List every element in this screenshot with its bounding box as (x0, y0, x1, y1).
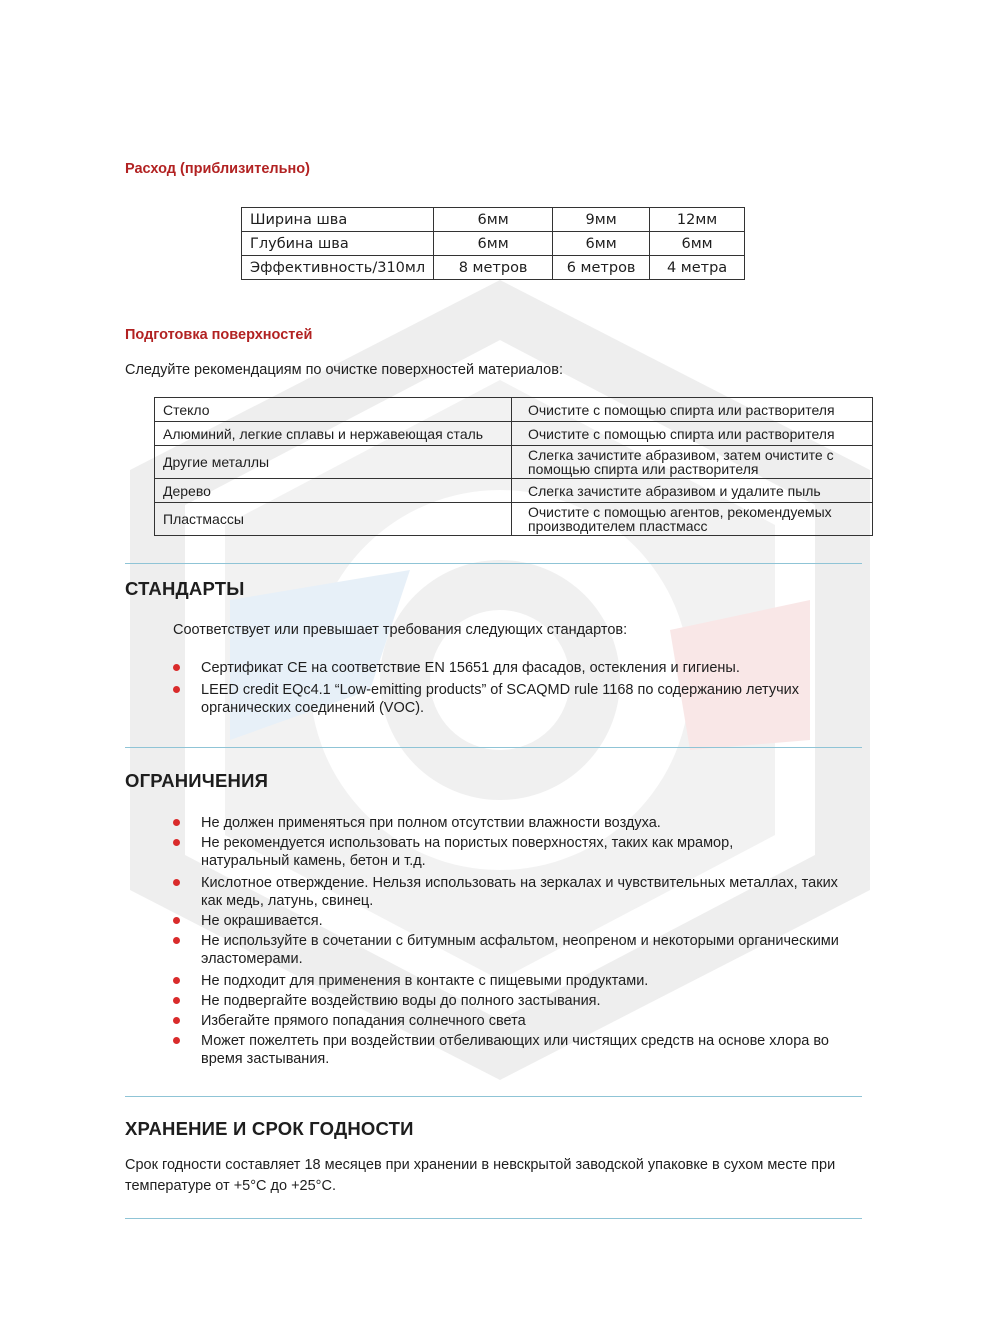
table-row (155, 503, 873, 536)
table-cell: Алюминий, легкие сплавы и нержавеющая сталь (155, 422, 512, 446)
table-cell: 6 метров (553, 256, 650, 280)
standards-list (173, 659, 853, 717)
storage-text: Срок годности составляет 18 месяцев при хранении в невскрытой заводской упаковке в сухом месте при температуре от +5°С до +25°С. (125, 1157, 836, 1194)
list-item: LEED credit EQc4.1 “Low-emitting products” of SCAQMD rule 1168 по содержанию летучих органических соединений (VOC). (173, 681, 853, 717)
consumption-table (241, 207, 745, 280)
table-row (155, 446, 873, 479)
section-divider (125, 747, 862, 748)
table-cell: Слегка зачистите абразивом, затем очистите с помощью спирта или растворителя (512, 446, 873, 479)
bullet-icon (173, 686, 180, 693)
table-cell: 9мм (553, 208, 650, 232)
table-cell: Очистите с помощью агентов, рекомендуемых производителем пластмасс (512, 503, 873, 536)
bullet-icon (173, 879, 180, 886)
list-item: Кислотное отверждение. Нельзя использовать на зеркалах и чувствительных металлах, таких как медь, латунь, свинец. (173, 874, 873, 910)
storage-heading: ХРАНЕНИЕ И СРОК ГОДНОСТИ (125, 1118, 414, 1139)
table-cell: Дерево (155, 479, 512, 503)
bullet-icon (173, 937, 180, 944)
bullet-icon (173, 917, 180, 924)
standards-heading: СТАНДАРТЫ (125, 578, 245, 599)
table-cell: Ширина шва (242, 208, 434, 232)
list-item: Сертификат CE на соответствие EN 15651 для фасадов, остекления и гигиены. (173, 659, 853, 677)
bullet-icon (173, 819, 180, 826)
section-divider (125, 1218, 862, 1219)
table-row (242, 208, 745, 232)
table-cell: 6мм (650, 232, 745, 256)
table-cell: 8 метров (434, 256, 553, 280)
table-cell: 6мм (553, 232, 650, 256)
list-item: Может пожелтеть при воздействии отбеливающих или чистящих средств на основе хлора во время застывания. (173, 1032, 873, 1068)
surface-table (154, 397, 873, 536)
table-row (242, 256, 745, 280)
list-item: Не окрашивается. (173, 912, 873, 930)
section-divider (125, 563, 862, 564)
table-cell: 4 метра (650, 256, 745, 280)
list-item: Не используйте в сочетании с битумным асфальтом, неопреном и некоторыми органическими эластомерами. (173, 932, 873, 968)
list-item: Не подвергайте воздействию воды до полного застывания. (173, 992, 873, 1010)
bullet-icon (173, 839, 180, 846)
table-row (155, 422, 873, 446)
table-cell: Пластмассы (155, 503, 512, 536)
bullet-icon (173, 664, 180, 671)
table-cell: Очистите с помощью спирта или растворителя (512, 422, 873, 446)
list-item: Избегайте прямого попадания солнечного света (173, 1012, 873, 1030)
bullet-icon (173, 977, 180, 984)
consumption-heading: Расход (приблизительно) (125, 161, 310, 177)
table-row (155, 398, 873, 422)
table-cell: Очистите с помощью спирта или растворителя (512, 398, 873, 422)
standards-intro: Соответствует или превышает требования следующих стандартов: (173, 622, 628, 638)
table-cell: Стекло (155, 398, 512, 422)
bullet-icon (173, 997, 180, 1004)
limitations-heading: ОГРАНИЧЕНИЯ (125, 770, 269, 791)
list-item: Не должен применяться при полном отсутствии влажности воздуха. (173, 814, 873, 832)
table-cell: Эффективность/310мл (242, 256, 434, 280)
section-divider (125, 1096, 862, 1097)
table-cell: 6мм (434, 208, 553, 232)
table-cell: Глубина шва (242, 232, 434, 256)
table-row (155, 479, 873, 503)
table-cell: Слегка зачистите абразивом и удалите пыль (512, 479, 873, 503)
limitations-list (173, 814, 873, 1068)
table-row (242, 232, 745, 256)
table-cell: Другие металлы (155, 446, 512, 479)
table-cell: 12мм (650, 208, 745, 232)
surface-heading: Подготовка поверхностей (125, 327, 313, 343)
bullet-icon (173, 1037, 180, 1044)
table-cell: 6мм (434, 232, 553, 256)
list-item: Не подходит для применения в контакте с пищевыми продуктами. (173, 972, 873, 990)
list-item: Не рекомендуется использовать на пористых поверхностях, таких как мрамор, натуральный камень, бетон и т.д. (173, 834, 873, 870)
surface-intro: Следуйте рекомендациям по очистке поверхностей материалов: (125, 362, 563, 378)
bullet-icon (173, 1017, 180, 1024)
